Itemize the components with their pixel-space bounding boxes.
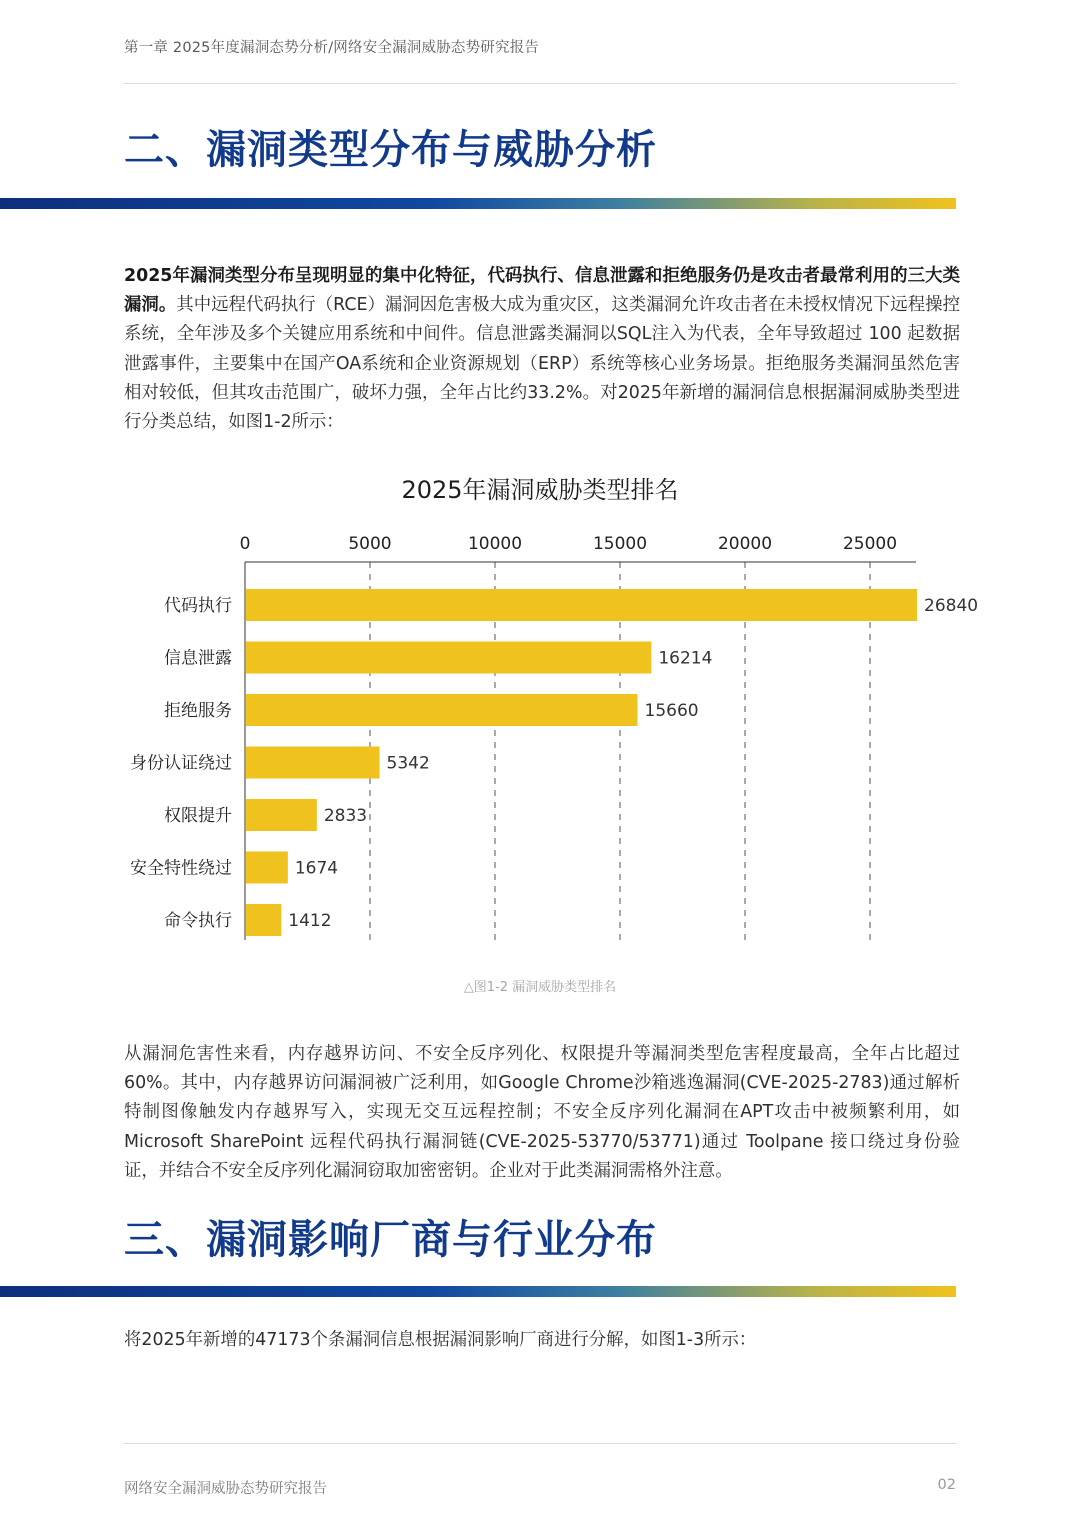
category-label: 代码执行 — [164, 596, 232, 616]
value-label: 15660 — [644, 701, 699, 721]
x-tick-label: 25000 — [842, 534, 898, 554]
page-number: 02 — [937, 1477, 956, 1493]
bar-0 — [246, 589, 917, 621]
chart-grid — [370, 562, 870, 940]
running-header: 第一章 2025年度漏洞态势分析/网络安全漏洞威胁态势研究报告 — [124, 40, 540, 56]
chart-axis — [130, 534, 916, 940]
value-label: 5342 — [386, 753, 430, 774]
section-title-vulnerability-types: 二、漏洞类型分布与威胁分析 — [124, 127, 657, 173]
figure-caption: △图1-2 漏洞威胁类型排名 — [463, 980, 617, 995]
footer-report-title: 网络安全漏洞威胁态势研究报告 — [124, 1481, 327, 1497]
bar-4 — [246, 799, 317, 831]
value-label: 26840 — [924, 596, 979, 616]
bar-5 — [246, 852, 288, 884]
analysis-paragraph: 从漏洞危害性来看，内存越界访问、不安全反序列化、权限提升等漏洞类型危害程度最高，全年占比超过60%。其中，内存越界访问漏洞被广泛利用，如Google Chrome沙箱逃逸漏洞(CVE-2025-2783)通过解析特制图像触发内存越界写入，实现无交互远程控制；不安全反序列化漏洞在APT攻击中被频繁利用，如Microsoft SharePoint 远程代码执行漏洞链(CVE-2025-53770/53771)通过 Toolpane 接口绕过身份验证，并结合不安全反序列化漏洞窃取加密密钥。企业对于此类漏洞需格外注意。 — [124, 1044, 960, 1181]
value-label: 1674 — [294, 858, 339, 879]
x-tick-label: 10000 — [467, 534, 523, 554]
category-label: 信息泄露 — [164, 648, 232, 669]
category-label: 拒绝服务 — [164, 701, 232, 721]
x-tick-label: 5000 — [348, 534, 392, 554]
value-label: 1412 — [288, 911, 332, 931]
intro-paragraph — [124, 262, 960, 437]
intro-body-text: 其中远程代码执行（RCE）漏洞因危害极大成为重灾区，这类漏洞允许攻击者在未授权情况下远程操控系统，全年涉及多个关键应用系统和中间件。信息泄露类漏洞以SQL注入为代表，全年导致超过 100 起数据泄露事件，主要集中在国产OA系统和企业资源规划（ERP）系统等核心业务场景。拒绝服务类漏洞虽然危害相对较低，但其攻击范围广，破坏力强，全年占比约33.2%。对2025年新增的漏洞信息根据漏洞威胁类型进行分类总结，如图1-2所示： — [124, 295, 960, 433]
bar-6 — [246, 904, 281, 936]
intro-lead-sentence: 2025年漏洞类型分布呈现明显的集中化特征，代码执行、信息泄露和拒绝服务仍是攻击者最常利用的三大类漏洞。 — [124, 266, 960, 316]
section-gradient-bar — [0, 1286, 956, 1297]
x-tick-label: 20000 — [717, 534, 773, 554]
section-gradient-bar — [0, 198, 956, 209]
bar-2 — [246, 694, 638, 726]
category-label: 命令执行 — [164, 911, 232, 931]
value-label: 16214 — [658, 648, 713, 669]
x-tick-label: 0 — [239, 534, 251, 554]
category-label: 身份认证绕过 — [130, 753, 232, 774]
chart-bars — [246, 589, 978, 936]
vendor-intro-paragraph: 将2025年新增的47173个条漏洞信息根据漏洞影响厂商进行分解，如图1-3所示： — [124, 1330, 757, 1350]
chart-title: 2025年漏洞威胁类型排名 — [401, 476, 679, 504]
section-title-vendor-industry: 三、漏洞影响厂商与行业分布 — [124, 1217, 657, 1263]
x-tick-label: 15000 — [592, 534, 648, 554]
category-label: 权限提升 — [164, 806, 232, 826]
bar-3 — [246, 747, 380, 779]
category-label: 安全特性绕过 — [130, 858, 232, 879]
bar-1 — [246, 642, 651, 674]
footer-divider — [124, 1443, 956, 1444]
value-label: 2833 — [323, 806, 368, 826]
header-divider — [124, 83, 956, 84]
